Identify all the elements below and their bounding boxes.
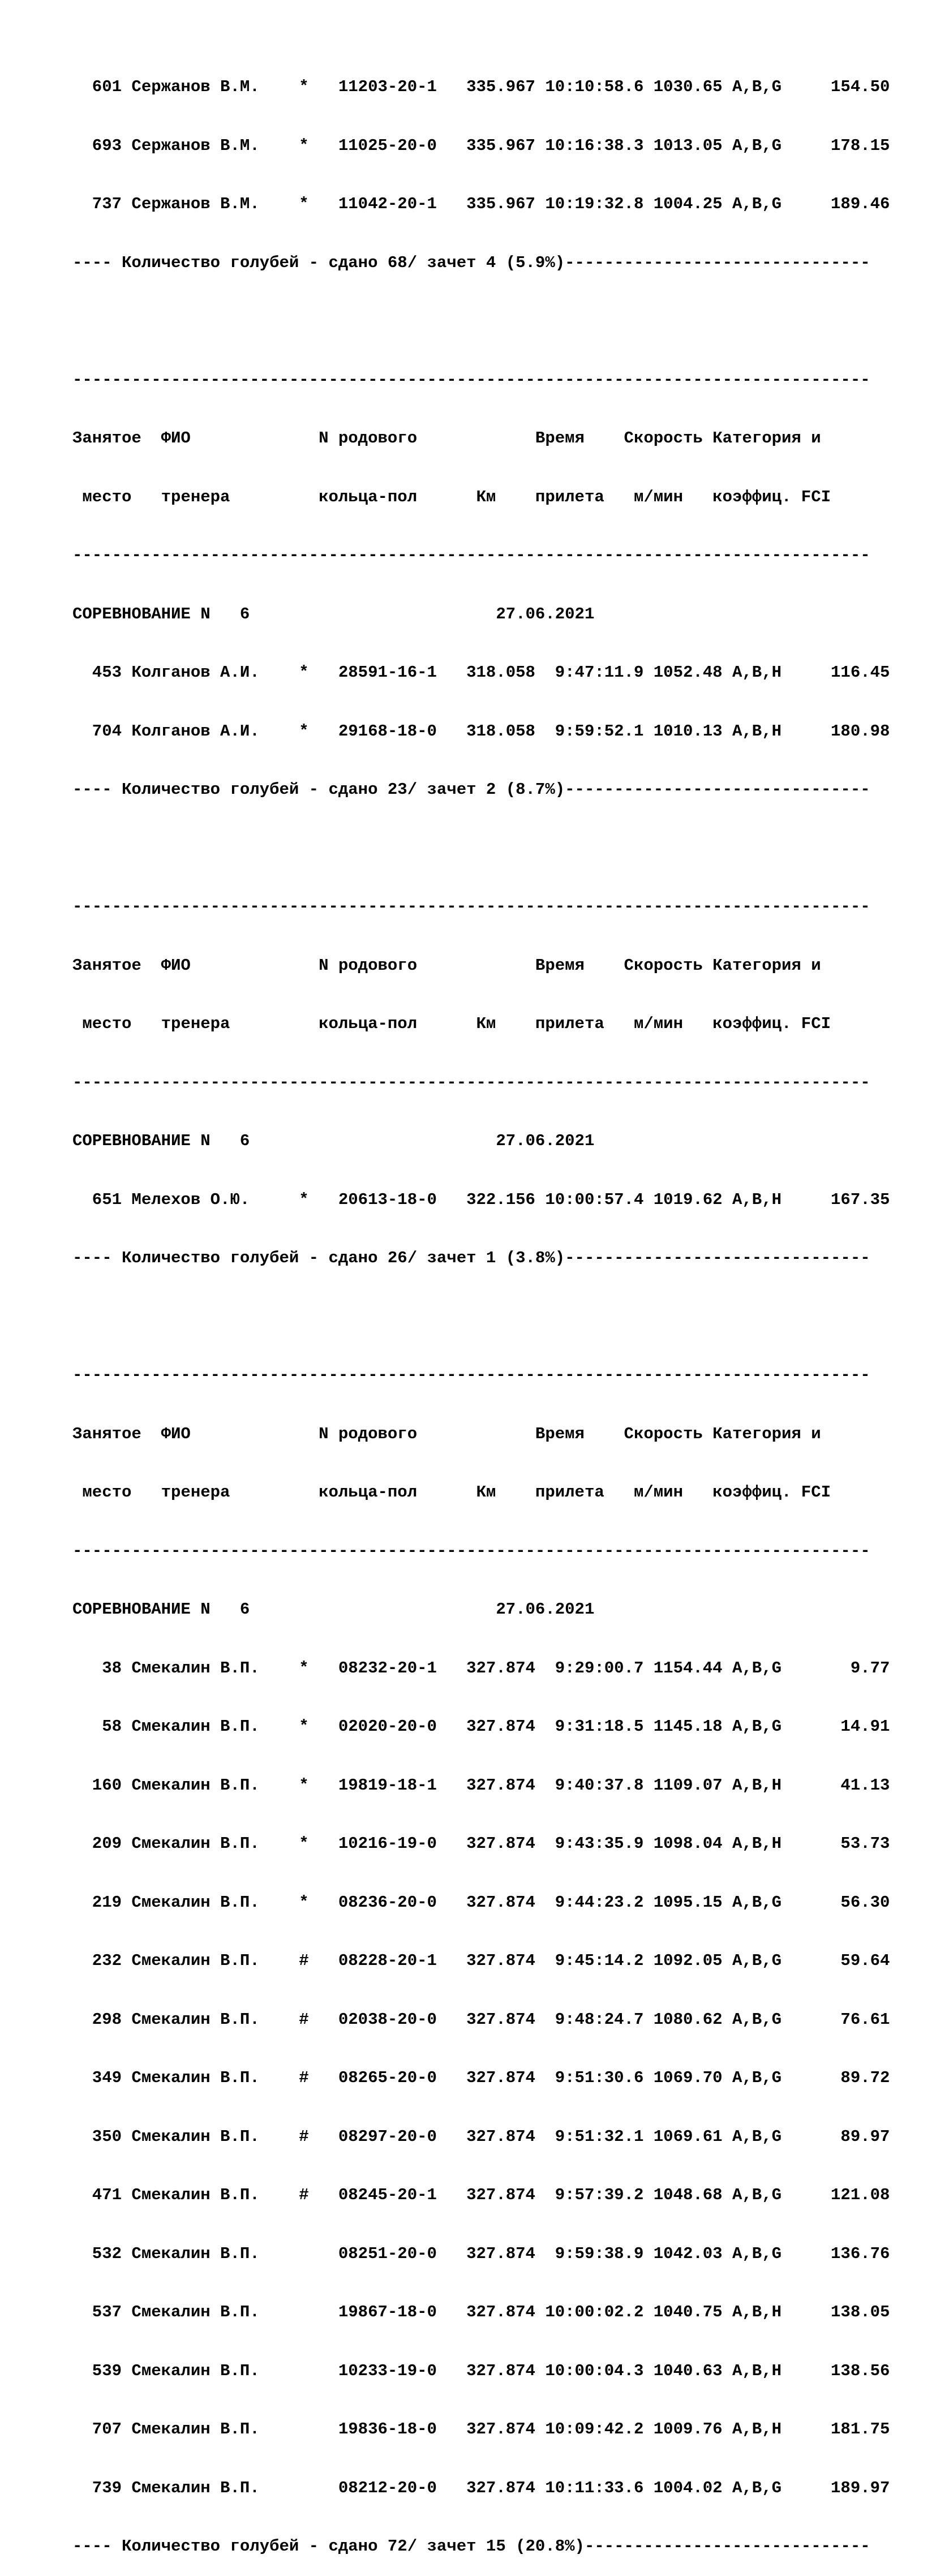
divider-line: --------------------------------------------------------------------------------- — [72, 370, 870, 389]
result-row: 349 Смекалин В.П. # 08265-20-0 327.874 9:51:30.6 1069.70 A,B,G 89.72 — [72, 2068, 890, 2087]
summary-line: ---- Количество голубей - сдано 68/ зачет 4 (5.9%)------------------------------- — [72, 253, 870, 272]
column-header-line-2: место тренера кольца-пол Км прилета м/мин коэффиц. FCI — [72, 1014, 831, 1033]
result-row: 601 Сержанов В.М. * 11203-20-1 335.967 10:10:58.6 1030.65 A,B,G 154.50 — [72, 78, 890, 96]
summary-line: ---- Количество голубей - сдано 23/ зачет 2 (8.7%)------------------------------- — [72, 780, 870, 799]
result-row: 453 Колганов А.И. * 28591-16-1 318.058 9:47:11.9 1052.48 A,B,H 116.45 — [72, 663, 890, 682]
result-row: 693 Сержанов В.М. * 11025-20-0 335.967 10:16:38.3 1013.05 A,B,G 178.15 — [72, 136, 890, 155]
result-row: 532 Смекалин В.П. 08251-20-0 327.874 9:59:38.9 1042.03 A,B,G 136.76 — [72, 2244, 890, 2263]
results-document — [72, 38, 890, 2576]
result-row: 471 Смекалин В.П. # 08245-20-1 327.874 9:57:39.2 1048.68 A,B,G 121.08 — [72, 2186, 890, 2204]
result-row: 539 Смекалин В.П. 10233-19-0 327.874 10:00:04.3 1040.63 A,B,H 138.56 — [72, 2361, 890, 2380]
summary-line: ---- Количество голубей - сдано 72/ зачет 15 (20.8%)----------------------------- — [72, 2537, 870, 2556]
blank-line — [72, 1308, 890, 1327]
divider-line: --------------------------------------------------------------------------------- — [72, 1073, 870, 1092]
result-row: 38 Смекалин В.П. * 08232-20-1 327.874 9:29:00.7 1154.44 A,B,G 9.77 — [72, 1658, 890, 1678]
blank-line — [72, 839, 890, 859]
competition-heading: СОРЕВНОВАНИЕ N 6 27.06.2021 — [72, 1600, 595, 1619]
result-row: 160 Смекалин В.П. * 19819-18-1 327.874 9:40:37.8 1109.07 A,B,H 41.13 — [72, 1775, 890, 1795]
blank-line — [72, 312, 890, 332]
divider-line: --------------------------------------------------------------------------------- — [72, 1366, 870, 1384]
result-row: 739 Смекалин В.П. 08212-20-0 327.874 10:11:33.6 1004.02 A,B,G 189.97 — [72, 2478, 890, 2497]
column-header-line-1: Занятое ФИО N родового Время Скорость Категория и — [72, 956, 821, 975]
competition-heading: СОРЕВНОВАНИЕ N 6 27.06.2021 — [72, 1132, 595, 1150]
competition-heading: СОРЕВНОВАНИЕ N 6 27.06.2021 — [72, 604, 595, 623]
result-row: 707 Смекалин В.П. 19836-18-0 327.874 10:09:42.2 1009.76 A,B,H 181.75 — [72, 2420, 890, 2439]
divider-line: --------------------------------------------------------------------------------- — [72, 897, 870, 916]
result-row: 58 Смекалин В.П. * 02020-20-0 327.874 9:31:18.5 1145.18 A,B,G 14.91 — [72, 1717, 890, 1736]
column-header-line-2: место тренера кольца-пол Км прилета м/мин коэффиц. FCI — [72, 487, 831, 506]
result-row: 209 Смекалин В.П. * 10216-19-0 327.874 9:43:35.9 1098.04 A,B,H 53.73 — [72, 1834, 890, 1853]
result-row: 737 Сержанов В.М. * 11042-20-1 335.967 10:19:32.8 1004.25 A,B,G 189.46 — [72, 195, 890, 213]
result-row: 350 Смекалин В.П. # 08297-20-0 327.874 9:51:32.1 1069.61 A,B,G 89.97 — [72, 2127, 890, 2146]
divider-line: --------------------------------------------------------------------------------- — [72, 546, 870, 565]
result-row: 232 Смекалин В.П. # 08228-20-1 327.874 9:45:14.2 1092.05 A,B,G 59.64 — [72, 1951, 890, 1970]
column-header-line-2: место тренера кольца-пол Км прилета м/мин коэффиц. FCI — [72, 1483, 831, 1502]
result-row: 298 Смекалин В.П. # 02038-20-0 327.874 9:48:24.7 1080.62 A,B,G 76.61 — [72, 2010, 890, 2029]
result-row: 651 Мелехов О.Ю. * 20613-18-0 322.156 10:00:57.4 1019.62 A,B,H 167.35 — [72, 1190, 890, 1209]
column-header-line-1: Занятое ФИО N родового Время Скорость Категория и — [72, 429, 821, 448]
result-row: 219 Смекалин В.П. * 08236-20-0 327.874 9:44:23.2 1095.15 A,B,G 56.30 — [72, 1893, 890, 1912]
summary-line: ---- Количество голубей - сдано 26/ зачет 1 (3.8%)------------------------------- — [72, 1249, 870, 1267]
column-header-line-1: Занятое ФИО N родового Время Скорость Категория и — [72, 1424, 821, 1443]
divider-line: --------------------------------------------------------------------------------- — [72, 1541, 870, 1560]
result-row: 537 Смекалин В.П. 19867-18-0 327.874 10:00:02.2 1040.75 A,B,H 138.05 — [72, 2303, 890, 2321]
result-row: 704 Колганов А.И. * 29168-18-0 318.058 9:59:52.1 1010.13 A,B,H 180.98 — [72, 721, 890, 741]
